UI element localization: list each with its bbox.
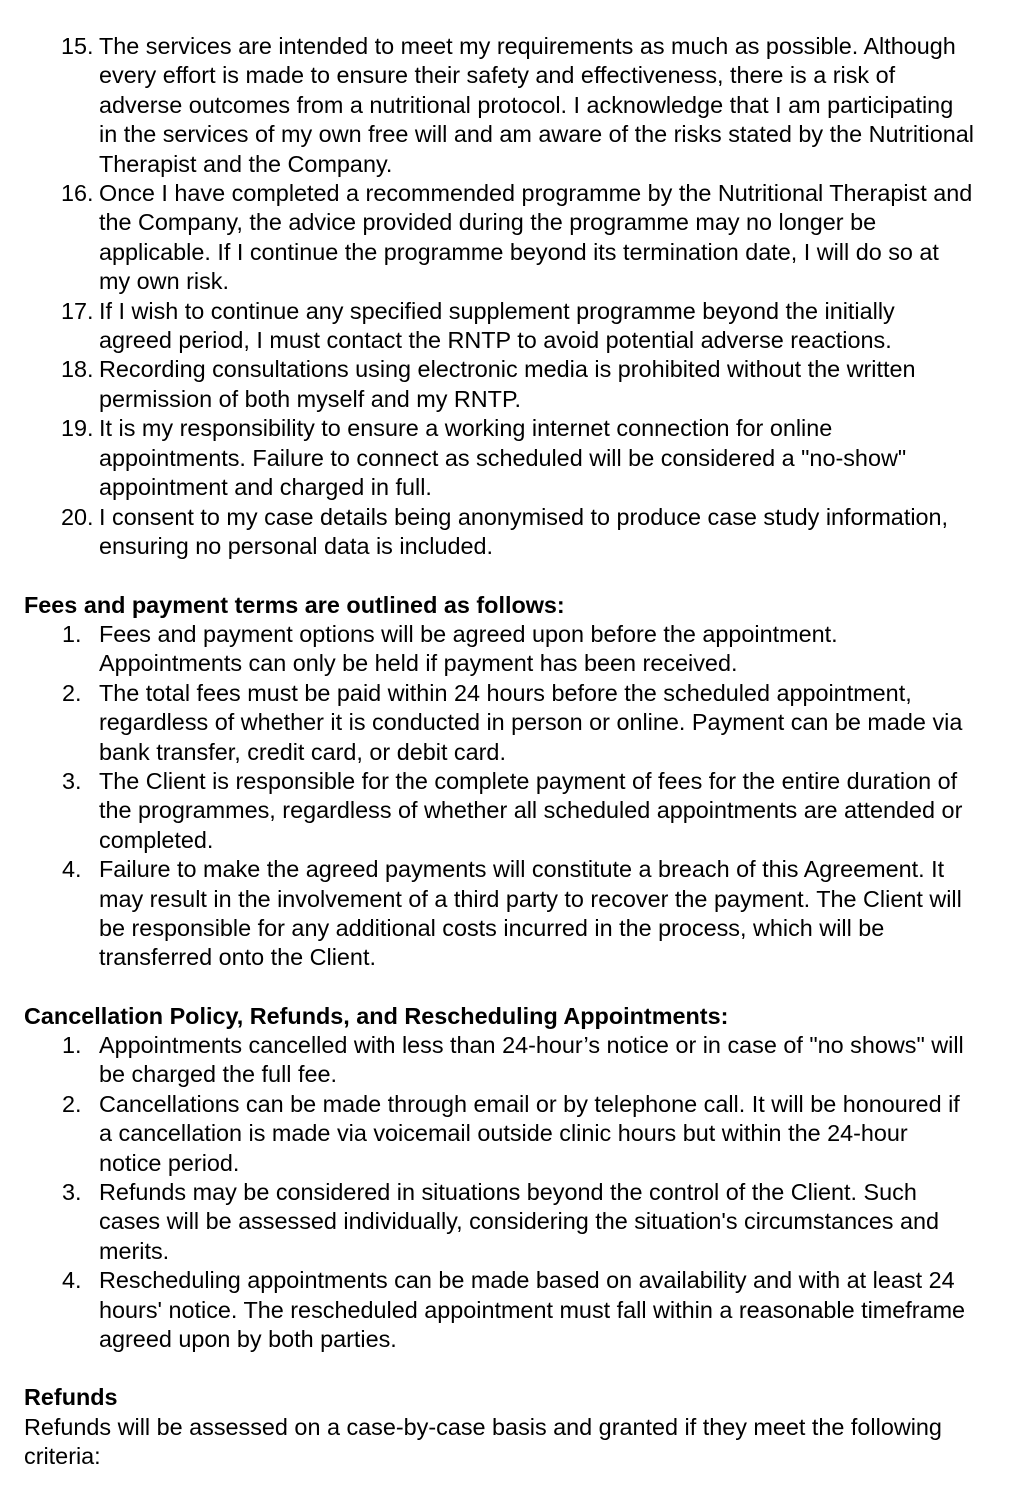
list-number: 17. xyxy=(61,297,94,324)
list-number: 16. xyxy=(61,180,94,207)
list-item xyxy=(0,767,974,855)
list-item xyxy=(0,1090,974,1178)
list-item xyxy=(0,503,974,562)
fees-heading: Fees and payment terms are outlined as follows: xyxy=(24,592,565,618)
refunds-heading: Refunds xyxy=(24,1384,118,1410)
list-item xyxy=(0,679,974,767)
terms-list-continued xyxy=(0,32,974,561)
list-item-text: Appointments cancelled with less than 24-hour’s notice or in case of "no shows" will be charged the full fee. xyxy=(99,1032,964,1088)
cancellation-heading: Cancellation Policy, Refunds, and Rescheduling Appointments: xyxy=(24,1003,729,1029)
list-item xyxy=(0,1266,974,1354)
list-item-text: The total fees must be paid within 24 hours before the scheduled appointment, regardless of whether it is conducted in person or online. Payment can be made via bank transfer, credit card, or debit card. xyxy=(99,679,963,765)
list-item-text: Once I have completed a recommended programme by the Nutritional Therapist and the Company, the advice provided during the programme may no longer be applicable. If I continue the programme beyond its termination date, I will do so at my own risk. xyxy=(99,180,973,295)
list-number: 19. xyxy=(61,415,94,442)
list-item-text: If I wish to continue any specified supplement programme beyond the initially agreed period, I must contact the RNTP to avoid potential adverse reactions. xyxy=(99,297,895,354)
list-number: 3. xyxy=(62,1179,82,1206)
list-number: 2. xyxy=(62,679,82,706)
list-item-text: It is my responsibility to ensure a working internet connection for online appointments. Failure to connect as scheduled will be considered a "no-show" appointment and charged in full. xyxy=(99,415,907,501)
list-item xyxy=(0,297,974,356)
list-item-text: Fees and payment options will be agreed upon before the appointment. Appointments can only be held if payment has been received. xyxy=(99,621,838,677)
list-number: 4. xyxy=(62,856,82,883)
list-item-text: Recording consultations using electronic media is prohibited without the written permission of both myself and my RNTP. xyxy=(99,356,916,412)
list-item-text: Failure to make the agreed payments will constitute a breach of this Agreement. It may result in the involvement of a third party to recover the payment. The Client will be responsible for any additional costs incurred in the process, which will be transferred onto the Client. xyxy=(99,856,962,971)
refunds-paragraph: Refunds will be assessed on a case-by-case basis and granted if they meet the following criteria: xyxy=(24,1414,942,1470)
list-number: 3. xyxy=(62,768,82,795)
list-item-text: Refunds may be considered in situations beyond the control of the Client. Such cases will be assessed individually, considering the situation's circumstances and merits. xyxy=(99,1179,940,1264)
list-number: 20. xyxy=(61,503,94,530)
list-item xyxy=(0,414,974,502)
list-item xyxy=(0,355,974,414)
list-item-text: I consent to my case details being anonymised to produce case study information, ensuring no personal data is included. xyxy=(99,503,949,559)
fees-list xyxy=(0,620,974,973)
list-item-text: Cancellations can be made through email or by telephone call. It will be honoured if a cancellation is made via voicemail outside clinic hours but within the 24-hour notice period. xyxy=(99,1090,960,1176)
list-item-text: The Client is responsible for the complete payment of fees for the entire duration of the programmes, regardless of whether all scheduled appointments are attended or completed. xyxy=(99,768,963,853)
list-number: 1. xyxy=(62,1032,82,1058)
list-number: 1. xyxy=(62,621,82,647)
list-number: 15. xyxy=(61,33,94,59)
list-number: 18. xyxy=(61,356,94,383)
list-item xyxy=(0,1178,974,1266)
list-item xyxy=(0,620,974,679)
list-item-text: The services are intended to meet my requirements as much as possible. Although every effort is made to ensure their safety and effectiveness, there is a risk of adverse outcomes from a nutritional protocol. I acknowledge that I am participating in the services of my own free will and am aware of the risks stated by the Nutritional Therapist and the Company. xyxy=(99,33,974,177)
list-item xyxy=(0,1031,974,1090)
list-item xyxy=(0,855,974,973)
list-item-text: Rescheduling appointments can be made based on availability and with at least 24 hours' notice. The rescheduled appointment must fall within a reasonable timeframe agreed upon by both parties. xyxy=(99,1267,966,1353)
list-item xyxy=(0,179,974,297)
cancellation-list xyxy=(0,1031,974,1354)
list-number: 4. xyxy=(62,1267,82,1294)
list-number: 2. xyxy=(62,1090,82,1117)
list-item xyxy=(0,32,974,179)
